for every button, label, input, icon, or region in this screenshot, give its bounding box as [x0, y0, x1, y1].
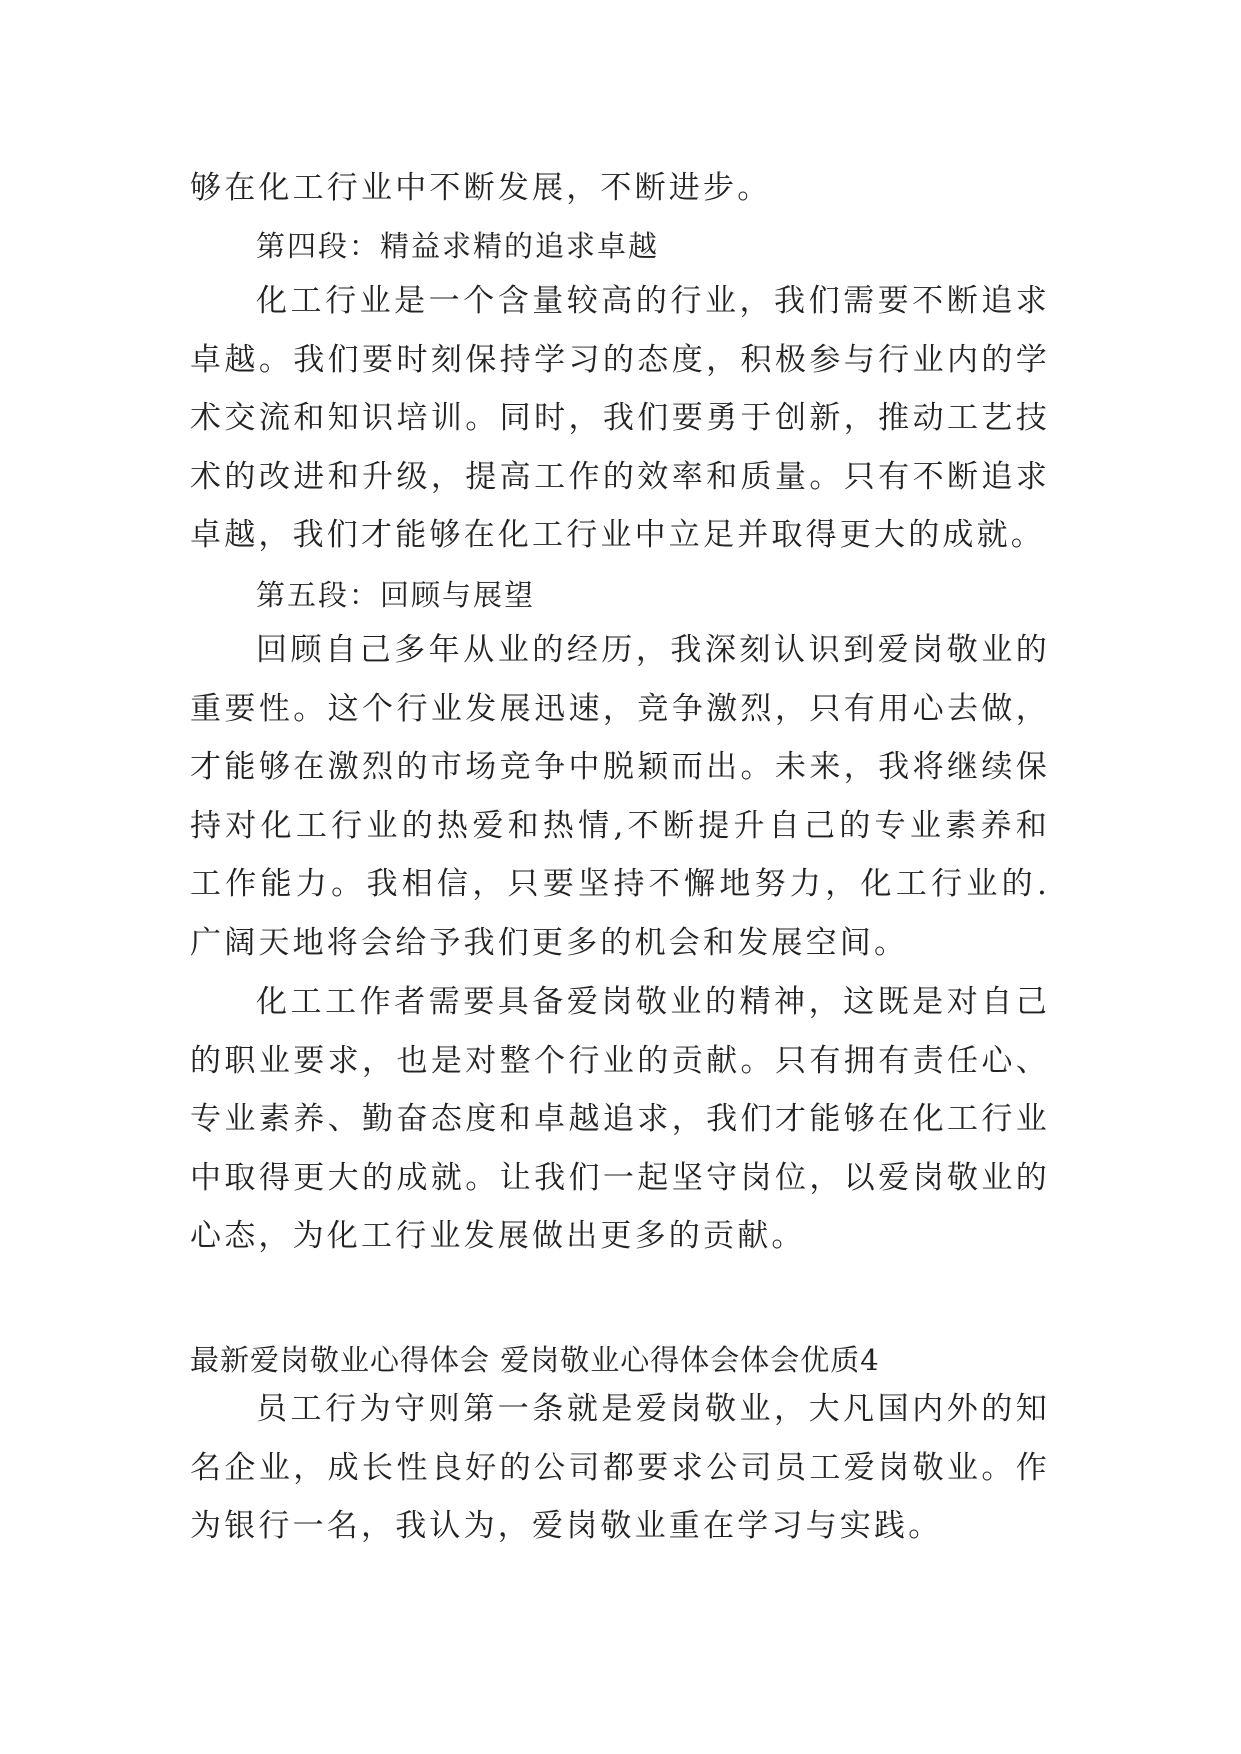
- article-title: 最新爱岗敬业心得体会 爱岗敬业心得体会体会优质4: [190, 1343, 880, 1377]
- section-heading-4: 第四段：精益求精的追求卓越: [256, 229, 660, 263]
- section-5-paragraph: 回顾自己多年从业的经历，我深刻认识到爱岗敬业的重要性。这个行业发展迅速，竞争激烈，只有用心去做，才能够在激烈的市场竞争中脱颖而出。未来，我将继续保持对化工行业的热爱和热情,不断提升自己的专业素养和工作能力。我相信，只要坚持不懈地努力，化工行业的.广阔天地将会给予我们更多的机会和发展空间。: [190, 632, 1050, 961]
- section-heading-5: 第五段：回顾与展望: [256, 578, 536, 612]
- section-4-paragraph: 化工行业是一个含量较高的行业，我们需要不断追求卓越。我们要时刻保持学习的态度，积极参与行业内的学术交流和知识培训。同时，我们要勇于创新，推动工艺技术的改进和升级，提高工作的效率和质量。只有不断追求卓越，我们才能够在化工行业中立足并取得更大的成就。: [190, 283, 1050, 553]
- article-intro-paragraph: 员工行为守则第一条就是爱岗敬业，大凡国内外的知名企业，成长性良好的公司都要求公司员工爱岗敬业。作为银行一名，我认为，爱岗敬业重在学习与实践。: [190, 1391, 1050, 1544]
- continuation-paragraph: 够在化工行业中不断发展，不断进步。: [190, 170, 772, 206]
- conclusion-paragraph: 化工工作者需要具备爱岗敬业的精神，这既是对自己的职业要求，也是对整个行业的贡献。只有拥有责任心、专业素养、勤奋态度和卓越追求，我们才能够在化工行业中取得更大的成就。让我们一起坚守岗位，以爱岗敬业的心态，为化工行业发展做出更多的贡献。: [190, 984, 1050, 1254]
